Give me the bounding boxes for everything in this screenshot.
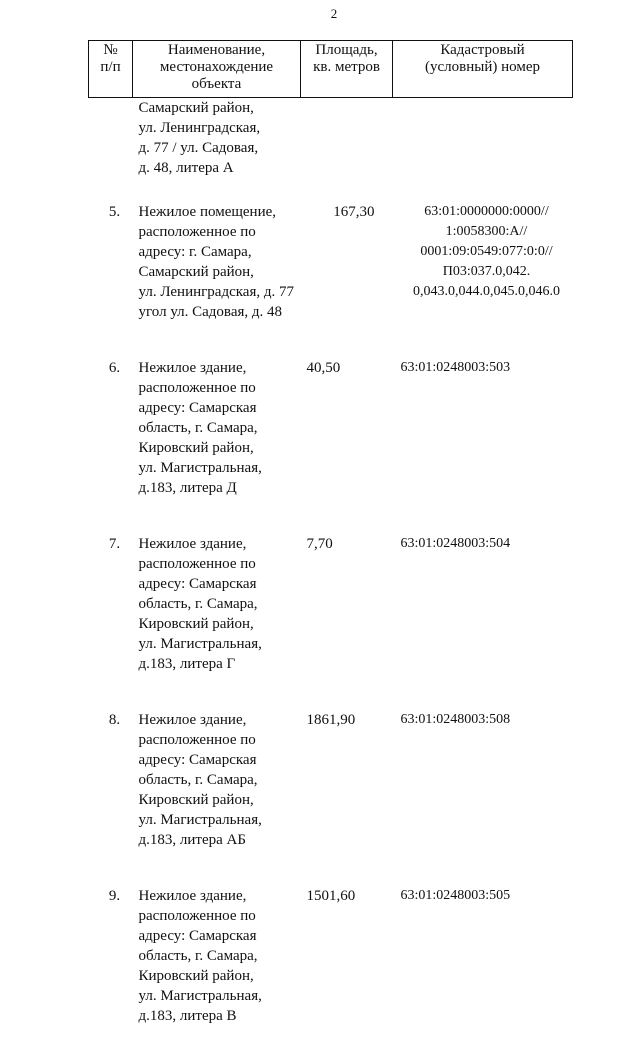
row-name-line: Нежилое помещение, bbox=[138, 204, 277, 220]
row-name-line: область, г. Самара, bbox=[138, 596, 258, 612]
table-row bbox=[89, 886, 573, 1062]
row-name bbox=[133, 886, 301, 1062]
row-name bbox=[133, 534, 301, 710]
row-cadastral bbox=[393, 710, 573, 886]
row-name-line: ул. Магистральная, bbox=[138, 636, 262, 652]
header-number-line: № bbox=[103, 42, 118, 58]
row-name-line: ул. Магистральная, bbox=[138, 460, 262, 476]
header-area bbox=[301, 41, 393, 98]
row-number: 6. bbox=[108, 360, 121, 376]
row-name-line: область, г. Самара, bbox=[138, 420, 258, 436]
table-row-continuation bbox=[89, 98, 573, 203]
row-cadastral-line: 63:01:0248003:503 bbox=[400, 360, 511, 375]
row-name-line: ул. Ленинградская, д. 77 bbox=[138, 284, 294, 300]
row-name-line: адресу: г. Самара, bbox=[138, 244, 252, 260]
row-name-line: Кировский район, bbox=[138, 968, 254, 984]
header-name-line: местонахождение bbox=[159, 59, 274, 75]
row-name-line: адресу: Самарская bbox=[138, 400, 257, 416]
row-name-line: расположенное по bbox=[138, 908, 256, 924]
row-cadastral-line: 1:0058300:А// bbox=[445, 224, 528, 239]
row-name-line: ул. Ленинградская, bbox=[138, 120, 261, 136]
header-cadastral-line: Кадастровый bbox=[440, 42, 525, 58]
row-name-line: Самарский район, bbox=[138, 264, 254, 280]
row-name-line: ул. Магистральная, bbox=[138, 988, 262, 1004]
header-cadastral bbox=[393, 41, 573, 98]
property-table bbox=[88, 40, 573, 1062]
row-name-line: ул. Магистральная, bbox=[138, 812, 262, 828]
row-name-line: адресу: Самарская bbox=[138, 752, 257, 768]
row-name-line: область, г. Самара, bbox=[138, 948, 258, 964]
row-name-line: Кировский район, bbox=[138, 440, 254, 456]
row-area: 1861,90 bbox=[306, 712, 356, 728]
row-number: 8. bbox=[108, 712, 121, 728]
row-name-line: Нежилое здание, bbox=[138, 360, 247, 376]
row-cadastral bbox=[393, 534, 573, 710]
row-cadastral bbox=[393, 358, 573, 534]
row-cadastral-line: П03:037.0,042. bbox=[442, 264, 531, 279]
row-cadastral bbox=[393, 202, 573, 358]
row-name bbox=[133, 710, 301, 886]
row-name bbox=[133, 98, 301, 203]
row-name-line: Нежилое здание, bbox=[138, 712, 247, 728]
row-name-line: Самарский район, bbox=[138, 100, 254, 116]
row-name-line: расположенное по bbox=[138, 732, 256, 748]
row-area: 40,50 bbox=[306, 360, 341, 376]
row-cadastral-line: 63:01:0248003:505 bbox=[400, 888, 511, 903]
row-name-line: область, г. Самара, bbox=[138, 772, 258, 788]
row-area: 167,30 bbox=[333, 204, 375, 220]
row-name-line: Нежилое здание, bbox=[138, 536, 247, 552]
header-area-line: Площадь, bbox=[315, 42, 378, 58]
table-row bbox=[89, 534, 573, 710]
row-name-line: д. 48, литера А bbox=[138, 160, 234, 176]
header-name bbox=[133, 41, 301, 98]
row-name bbox=[133, 358, 301, 534]
row-name-line: д.183, литера АБ bbox=[138, 832, 246, 848]
row-number: 5. bbox=[108, 204, 121, 220]
row-name-line: д. 77 / ул. Садовая, bbox=[138, 140, 259, 156]
row-number: 9. bbox=[108, 888, 121, 904]
header-number-line: п/п bbox=[100, 59, 121, 75]
row-name-line: адресу: Самарская bbox=[138, 928, 257, 944]
row-cadastral-line: 63:01:0000000:0000// bbox=[424, 204, 549, 219]
row-cadastral-line: 0,043.0,044.0,045.0,046.0 bbox=[413, 284, 560, 299]
row-name-line: Нежилое здание, bbox=[138, 888, 247, 904]
row-area: 1501,60 bbox=[306, 888, 356, 904]
row-number bbox=[89, 98, 133, 203]
header-cadastral-line: (условный) номер bbox=[425, 59, 540, 75]
row-name-line: д.183, литера Д bbox=[138, 480, 237, 496]
row-area bbox=[301, 98, 393, 203]
row-cadastral-line: 63:01:0248003:508 bbox=[400, 712, 511, 727]
row-name-line: расположенное по bbox=[138, 224, 256, 240]
header-name-line: объекта bbox=[191, 76, 242, 92]
table-row bbox=[89, 202, 573, 358]
row-area: 7,70 bbox=[306, 536, 333, 552]
row-cadastral-line: 0001:09:0549:077:0:0// bbox=[420, 244, 553, 259]
row-name-line: Кировский район, bbox=[138, 616, 254, 632]
row-name-line: адресу: Самарская bbox=[138, 576, 257, 592]
row-cadastral-line: 63:01:0248003:504 bbox=[400, 536, 511, 551]
row-name bbox=[133, 202, 301, 358]
row-name-line: Кировский район, bbox=[138, 792, 254, 808]
table-header-row bbox=[89, 41, 573, 98]
table-row bbox=[89, 710, 573, 886]
row-name-line: д.183, литера В bbox=[138, 1008, 237, 1024]
header-name-line: Наименование, bbox=[167, 42, 266, 58]
table-row bbox=[89, 358, 573, 534]
header-number bbox=[89, 41, 133, 98]
row-number: 7. bbox=[108, 536, 121, 552]
header-area-line: кв. метров bbox=[313, 59, 380, 75]
page-number: 2 bbox=[330, 6, 338, 21]
row-cadastral bbox=[393, 886, 573, 1062]
row-cadastral bbox=[393, 98, 573, 203]
row-name-line: расположенное по bbox=[138, 556, 256, 572]
row-name-line: угол ул. Садовая, д. 48 bbox=[138, 304, 283, 320]
row-name-line: расположенное по bbox=[138, 380, 256, 396]
row-name-line: д.183, литера Г bbox=[138, 656, 236, 672]
